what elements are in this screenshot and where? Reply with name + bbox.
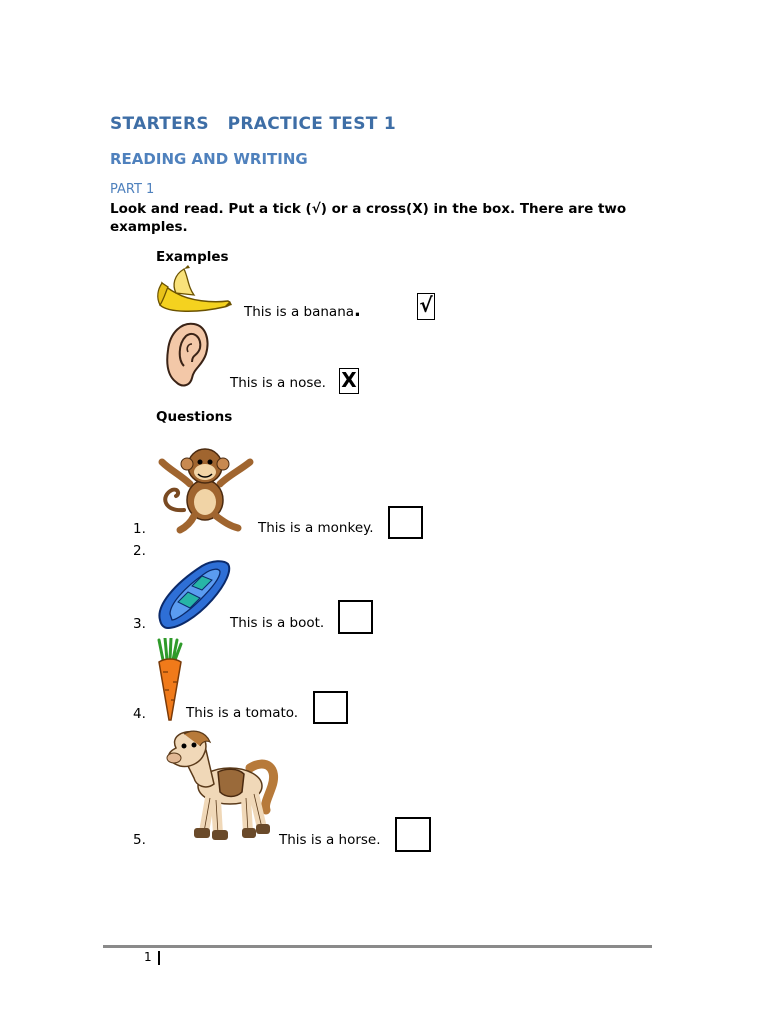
carrot-picture	[155, 638, 183, 722]
question-sentence: This is a monkey.	[258, 520, 374, 536]
question-sentence: This is a tomato.	[186, 705, 299, 721]
example-1-answer-box: √	[417, 293, 435, 320]
ear-picture	[162, 320, 212, 390]
answer-checkbox-3[interactable]	[338, 600, 373, 634]
question-number: 5.	[133, 832, 146, 848]
answer-checkbox-1[interactable]	[388, 506, 423, 539]
example-sentence-2: This is a nose.	[230, 375, 326, 391]
banana-picture	[154, 263, 234, 315]
boat-picture	[154, 558, 232, 632]
question-number: 1.	[133, 521, 146, 537]
instructions: Look and read. Put a tick (√) or a cross(X) in the box. There are two examples.	[110, 201, 627, 235]
section-title: READING AND WRITING	[110, 150, 308, 168]
example-2-answer-box: X	[339, 368, 359, 394]
page-number-divider	[158, 951, 160, 965]
page-number: 1	[144, 950, 152, 964]
example-sentence-1-dot: .	[354, 300, 361, 321]
answer-checkbox-4[interactable]	[313, 691, 348, 724]
horse-picture	[154, 728, 282, 848]
question-sentence: This is a horse.	[279, 832, 381, 848]
question-sentence: This is a boot.	[230, 615, 325, 631]
examples-heading: Examples	[156, 249, 229, 265]
monkey-picture	[154, 440, 258, 536]
example-sentence-1	[244, 300, 361, 321]
question-number: 3.	[133, 616, 146, 632]
question-number: 4.	[133, 706, 146, 722]
question-number: 2.	[133, 543, 146, 559]
answer-checkbox-5[interactable]	[395, 817, 431, 852]
footer-divider	[103, 945, 652, 948]
part-label: PART 1	[110, 182, 155, 197]
example-sentence-1-text: This is a banana	[244, 304, 355, 320]
questions-heading: Questions	[156, 409, 233, 425]
page-title: STARTERS PRACTICE TEST 1	[110, 114, 397, 134]
